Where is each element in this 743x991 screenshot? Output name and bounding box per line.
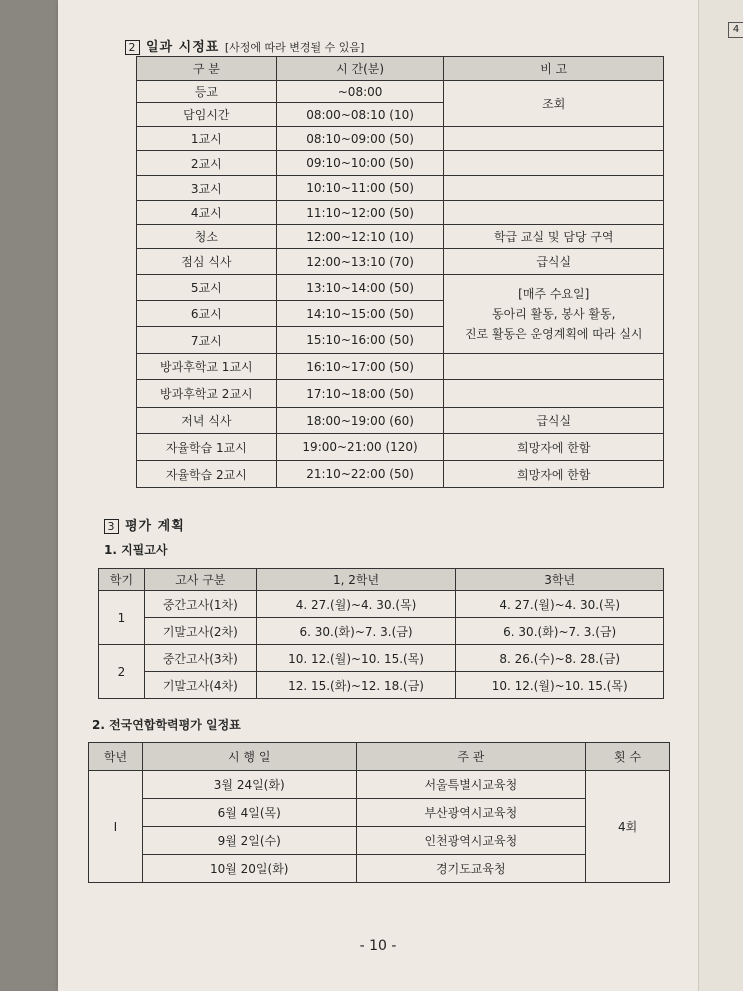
- row-time: ~08:00: [276, 81, 444, 103]
- row-time: 10:10~11:00 (50): [276, 176, 444, 201]
- remark-cell: 급식실: [444, 249, 664, 275]
- row-name: 6교시: [137, 301, 277, 327]
- remark-cell: 급식실: [444, 408, 664, 434]
- row-name: 5교시: [137, 275, 277, 301]
- row-time: 19:00~21:00 (120): [276, 434, 444, 461]
- remark-cell: [444, 380, 664, 408]
- mock-exam-table: [88, 742, 670, 883]
- remark-cell: [444, 354, 664, 380]
- exam-date-g12: 4. 27.(월)~4. 30.(목): [256, 591, 456, 618]
- row-name: 담임시간: [137, 103, 277, 127]
- row-time: 12:00~12:10 (10): [276, 225, 444, 249]
- remark-club-activities: [444, 275, 664, 354]
- header-grade-3: 3학년: [456, 569, 664, 591]
- row-name: 1교시: [137, 127, 277, 151]
- remark-line: [매주 수요일]: [518, 287, 590, 301]
- mock-organizer: 인천광역시교육청: [356, 827, 586, 855]
- exam-date-g12: 6. 30.(화)~7. 3.(금): [256, 618, 456, 645]
- exam-date-g3: 8. 26.(수)~8. 28.(금): [456, 645, 664, 672]
- mock-date: 9월 2일(수): [142, 827, 356, 855]
- row-time: 14:10~15:00 (50): [276, 301, 444, 327]
- row-time: 13:10~14:00 (50): [276, 275, 444, 301]
- document-page: [58, 0, 698, 991]
- section-number: 3: [104, 519, 119, 534]
- exam-date-g12: 10. 12.(월)~10. 15.(목): [256, 645, 456, 672]
- row-time: 09:10~10:00 (50): [276, 151, 444, 176]
- remark-cell: 희망자에 한함: [444, 434, 664, 461]
- header-exam-type: 고사 구분: [144, 569, 256, 591]
- row-name: 점심 식사: [137, 249, 277, 275]
- remark-cell: 조회: [444, 81, 664, 127]
- exam-date-g3: 10. 12.(월)~10. 15.(목): [456, 672, 664, 699]
- schedule-note: [사정에 따라 변경될 수 있음]: [224, 41, 365, 54]
- daily-schedule-table: [136, 56, 664, 488]
- exam-name: 기말고사(4차): [144, 672, 256, 699]
- remark-cell: [444, 127, 664, 151]
- mock-organizer: 부산광역시교육청: [356, 799, 586, 827]
- exam-date-g3: 4. 27.(월)~4. 30.(목): [456, 591, 664, 618]
- header-grade-1-2: 1, 2학년: [256, 569, 456, 591]
- header-category: 구 분: [137, 57, 277, 81]
- exam-name: 중간고사(1차): [144, 591, 256, 618]
- remark-cell: [444, 176, 664, 201]
- mock-date: 10월 20일(화): [142, 855, 356, 883]
- mock-organizer: 서울특별시교육청: [356, 771, 586, 799]
- remark-cell: 희망자에 한함: [444, 461, 664, 488]
- semester-cell: 1: [99, 591, 145, 645]
- grade-cell: I: [89, 771, 143, 883]
- semester-cell: 2: [99, 645, 145, 699]
- exam-schedule-table: [98, 568, 664, 699]
- remark-line: 진로 활동은 운영계획에 따라 실시: [464, 327, 643, 341]
- row-name: 2교시: [137, 151, 277, 176]
- row-time: 15:10~16:00 (50): [276, 327, 444, 354]
- written-exam-subtitle: 1. 지필고사: [104, 543, 168, 557]
- adjacent-page: [698, 0, 743, 991]
- row-name: 3교시: [137, 176, 277, 201]
- schedule-title: 일과 시정표: [146, 40, 220, 55]
- header-remarks: 비 고: [444, 57, 664, 81]
- schedule-section-title: [125, 36, 364, 55]
- row-name: 방과후학교 1교시: [137, 354, 277, 380]
- row-name: 방과후학교 2교시: [137, 380, 277, 408]
- remark-cell: [444, 151, 664, 176]
- row-name: 7교시: [137, 327, 277, 354]
- count-cell: 4회: [586, 771, 670, 883]
- header-organizer: 주 관: [356, 743, 586, 771]
- row-time: 08:00~08:10 (10): [276, 103, 444, 127]
- mock-date: 3월 24일(화): [142, 771, 356, 799]
- page-tab: 4: [728, 22, 743, 38]
- exam-date-g3: 6. 30.(화)~7. 3.(금): [456, 618, 664, 645]
- mock-date: 6월 4일(목): [142, 799, 356, 827]
- exam-date-g12: 12. 15.(화)~12. 18.(금): [256, 672, 456, 699]
- evaluation-title: 평가 계획: [125, 519, 185, 534]
- row-time: 16:10~17:00 (50): [276, 354, 444, 380]
- section-number: 2: [125, 40, 140, 55]
- remark-cell: [444, 201, 664, 225]
- mock-organizer: 경기도교육청: [356, 855, 586, 883]
- header-time: 시 간(분): [276, 57, 444, 81]
- row-time: 18:00~19:00 (60): [276, 408, 444, 434]
- remark-line: 동아리 활동, 봉사 활동,: [492, 307, 616, 321]
- header-count: 횟 수: [586, 743, 670, 771]
- page-number: - 10 -: [359, 938, 397, 954]
- exam-name: 기말고사(2차): [144, 618, 256, 645]
- row-name: 자율학습 1교시: [137, 434, 277, 461]
- row-name: 4교시: [137, 201, 277, 225]
- row-time: 12:00~13:10 (70): [276, 249, 444, 275]
- exam-name: 중간고사(3차): [144, 645, 256, 672]
- remark-cell: 학급 교실 및 담당 구역: [444, 225, 664, 249]
- row-time: 21:10~22:00 (50): [276, 461, 444, 488]
- header-semester: 학기: [99, 569, 145, 591]
- evaluation-section-title: [104, 515, 185, 534]
- row-name: 자율학습 2교시: [137, 461, 277, 488]
- row-name: 청소: [137, 225, 277, 249]
- header-date: 시 행 일: [142, 743, 356, 771]
- mock-exam-subtitle: 2. 전국연합학력평가 일정표: [92, 718, 241, 732]
- row-name: 저녁 식사: [137, 408, 277, 434]
- row-time: 08:10~09:00 (50): [276, 127, 444, 151]
- row-time: 17:10~18:00 (50): [276, 380, 444, 408]
- row-time: 11:10~12:00 (50): [276, 201, 444, 225]
- header-grade: 학년: [89, 743, 143, 771]
- row-name: 등교: [137, 81, 277, 103]
